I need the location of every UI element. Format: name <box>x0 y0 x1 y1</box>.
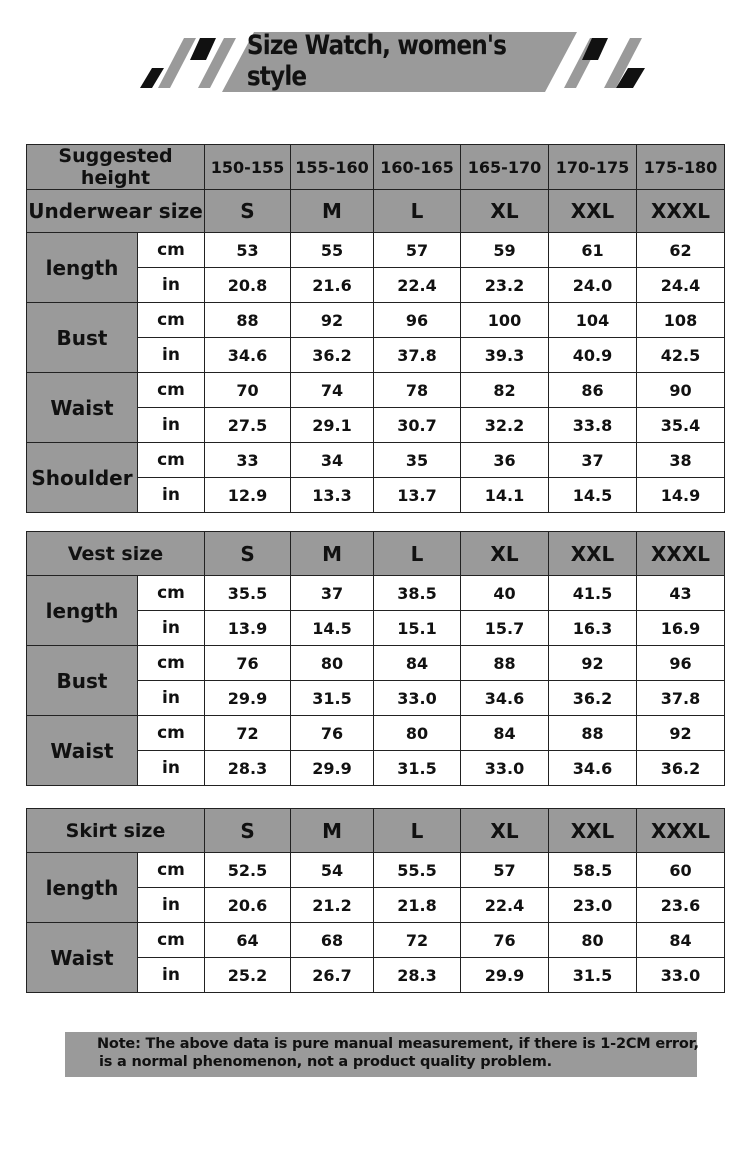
measure-label-bust: Bust <box>27 303 138 373</box>
value-cell: 104 <box>549 303 637 338</box>
size-cell: XXL <box>549 532 637 576</box>
measure-label-length: length <box>27 233 138 303</box>
value-cell: 29.9 <box>461 958 549 993</box>
vest-size-label: Vest size <box>27 532 205 576</box>
value-cell: 34.6 <box>205 338 291 373</box>
value-cell: 88 <box>549 716 637 751</box>
suggested-height-label: Suggested height <box>27 145 205 190</box>
size-cell: XL <box>461 532 549 576</box>
value-cell: 37.8 <box>637 681 725 716</box>
table-row <box>27 576 725 611</box>
table-row <box>27 373 725 408</box>
value-cell: 35.5 <box>205 576 291 611</box>
value-cell: 86 <box>549 373 637 408</box>
value-cell: 76 <box>461 923 549 958</box>
underwear-size-table <box>26 144 725 513</box>
value-cell: 23.6 <box>637 888 725 923</box>
vest-size-table <box>26 531 725 786</box>
value-cell: 41.5 <box>549 576 637 611</box>
size-cell: XL <box>461 809 549 853</box>
measure-label-bust: Bust <box>27 646 138 716</box>
measure-label-length: length <box>27 576 138 646</box>
height-cell: 155-160 <box>291 145 374 190</box>
value-cell: 26.7 <box>291 958 374 993</box>
value-cell: 55 <box>291 233 374 268</box>
unit-in: in <box>138 958 205 993</box>
size-cell: M <box>291 809 374 853</box>
unit-in: in <box>138 751 205 786</box>
value-cell: 31.5 <box>291 681 374 716</box>
value-cell: 36.2 <box>291 338 374 373</box>
size-cell: XXXL <box>637 809 725 853</box>
value-cell: 32.2 <box>461 408 549 443</box>
value-cell: 70 <box>205 373 291 408</box>
measure-label-waist: Waist <box>27 373 138 443</box>
value-cell: 62 <box>637 233 725 268</box>
size-row <box>27 190 725 233</box>
value-cell: 84 <box>637 923 725 958</box>
value-cell: 14.1 <box>461 478 549 513</box>
value-cell: 13.3 <box>291 478 374 513</box>
value-cell: 15.1 <box>374 611 461 646</box>
size-row <box>27 809 725 853</box>
value-cell: 35.4 <box>637 408 725 443</box>
value-cell: 33.0 <box>461 751 549 786</box>
table-row <box>27 716 725 751</box>
value-cell: 76 <box>291 716 374 751</box>
value-cell: 23.2 <box>461 268 549 303</box>
value-cell: 40 <box>461 576 549 611</box>
value-cell: 33.0 <box>637 958 725 993</box>
value-cell: 37.8 <box>374 338 461 373</box>
size-cell: S <box>205 190 291 233</box>
value-cell: 24.0 <box>549 268 637 303</box>
page-title: Size Watch, women's style <box>246 30 507 92</box>
value-cell: 13.7 <box>374 478 461 513</box>
value-cell: 80 <box>374 716 461 751</box>
unit-cm: cm <box>138 373 205 408</box>
unit-cm: cm <box>138 646 205 681</box>
size-cell: XL <box>461 190 549 233</box>
size-cell: S <box>205 809 291 853</box>
value-cell: 36 <box>461 443 549 478</box>
value-cell: 23.0 <box>549 888 637 923</box>
value-cell: 20.6 <box>205 888 291 923</box>
value-cell: 12.9 <box>205 478 291 513</box>
size-cell: XXXL <box>637 532 725 576</box>
underwear-size-label: Underwear size <box>27 190 205 233</box>
value-cell: 16.9 <box>637 611 725 646</box>
measure-label-waist: Waist <box>27 923 138 993</box>
value-cell: 52.5 <box>205 853 291 888</box>
value-cell: 82 <box>461 373 549 408</box>
value-cell: 96 <box>374 303 461 338</box>
size-cell: XXL <box>549 190 637 233</box>
value-cell: 42.5 <box>637 338 725 373</box>
value-cell: 31.5 <box>374 751 461 786</box>
value-cell: 68 <box>291 923 374 958</box>
height-cell: 150-155 <box>205 145 291 190</box>
value-cell: 25.2 <box>205 958 291 993</box>
value-cell: 38 <box>637 443 725 478</box>
value-cell: 78 <box>374 373 461 408</box>
unit-in: in <box>138 338 205 373</box>
skirt-size-table <box>26 808 725 993</box>
value-cell: 84 <box>461 716 549 751</box>
value-cell: 55.5 <box>374 853 461 888</box>
value-cell: 33 <box>205 443 291 478</box>
table-row <box>27 923 725 958</box>
unit-in: in <box>138 478 205 513</box>
value-cell: 27.5 <box>205 408 291 443</box>
value-cell: 38.5 <box>374 576 461 611</box>
value-cell: 28.3 <box>374 958 461 993</box>
value-cell: 21.2 <box>291 888 374 923</box>
value-cell: 22.4 <box>461 888 549 923</box>
value-cell: 43 <box>637 576 725 611</box>
value-cell: 21.8 <box>374 888 461 923</box>
size-cell: L <box>374 809 461 853</box>
value-cell: 14.9 <box>637 478 725 513</box>
value-cell: 59 <box>461 233 549 268</box>
unit-in: in <box>138 611 205 646</box>
size-cell: L <box>374 532 461 576</box>
value-cell: 34.6 <box>461 681 549 716</box>
unit-in: in <box>138 408 205 443</box>
value-cell: 34 <box>291 443 374 478</box>
value-cell: 84 <box>374 646 461 681</box>
measurement-note <box>65 1032 697 1077</box>
note-line-1: Note: The above data is pure manual measurement, if there is 1-2CM error, <box>97 1036 699 1052</box>
value-cell: 30.7 <box>374 408 461 443</box>
table-row <box>27 443 725 478</box>
value-cell: 92 <box>291 303 374 338</box>
unit-in: in <box>138 888 205 923</box>
size-row <box>27 532 725 576</box>
value-cell: 29.1 <box>291 408 374 443</box>
unit-cm: cm <box>138 303 205 338</box>
unit-cm: cm <box>138 576 205 611</box>
note-line-2: is a normal phenomenon, not a product quality problem. <box>99 1054 552 1070</box>
skirt-size-label: Skirt size <box>27 809 205 853</box>
value-cell: 31.5 <box>549 958 637 993</box>
value-cell: 37 <box>549 443 637 478</box>
size-cell: XXL <box>549 809 637 853</box>
value-cell: 72 <box>205 716 291 751</box>
unit-cm: cm <box>138 233 205 268</box>
value-cell: 57 <box>461 853 549 888</box>
measure-label-shoulder: Shoulder <box>27 443 138 513</box>
value-cell: 28.3 <box>205 751 291 786</box>
unit-in: in <box>138 268 205 303</box>
value-cell: 36.2 <box>637 751 725 786</box>
measure-label-waist: Waist <box>27 716 138 786</box>
size-cell: S <box>205 532 291 576</box>
value-cell: 39.3 <box>461 338 549 373</box>
value-cell: 72 <box>374 923 461 958</box>
value-cell: 80 <box>291 646 374 681</box>
value-cell: 29.9 <box>205 681 291 716</box>
value-cell: 34.6 <box>549 751 637 786</box>
value-cell: 92 <box>549 646 637 681</box>
value-cell: 24.4 <box>637 268 725 303</box>
value-cell: 33.0 <box>374 681 461 716</box>
value-cell: 96 <box>637 646 725 681</box>
table-row <box>27 646 725 681</box>
value-cell: 15.7 <box>461 611 549 646</box>
height-cell: 170-175 <box>549 145 637 190</box>
height-cell: 175-180 <box>637 145 725 190</box>
value-cell: 58.5 <box>549 853 637 888</box>
table-row <box>27 303 725 338</box>
unit-cm: cm <box>138 923 205 958</box>
value-cell: 21.6 <box>291 268 374 303</box>
value-cell: 61 <box>549 233 637 268</box>
size-cell: L <box>374 190 461 233</box>
size-cell: XXXL <box>637 190 725 233</box>
value-cell: 64 <box>205 923 291 958</box>
height-cell: 160-165 <box>374 145 461 190</box>
value-cell: 14.5 <box>549 478 637 513</box>
value-cell: 40.9 <box>549 338 637 373</box>
value-cell: 92 <box>637 716 725 751</box>
value-cell: 37 <box>291 576 374 611</box>
unit-cm: cm <box>138 853 205 888</box>
size-cell: M <box>291 190 374 233</box>
value-cell: 22.4 <box>374 268 461 303</box>
value-cell: 74 <box>291 373 374 408</box>
size-cell: M <box>291 532 374 576</box>
value-cell: 80 <box>549 923 637 958</box>
height-row <box>27 145 725 190</box>
value-cell: 88 <box>461 646 549 681</box>
value-cell: 16.3 <box>549 611 637 646</box>
value-cell: 20.8 <box>205 268 291 303</box>
value-cell: 53 <box>205 233 291 268</box>
value-cell: 14.5 <box>291 611 374 646</box>
value-cell: 33.8 <box>549 408 637 443</box>
value-cell: 90 <box>637 373 725 408</box>
unit-cm: cm <box>138 443 205 478</box>
value-cell: 108 <box>637 303 725 338</box>
value-cell: 29.9 <box>291 751 374 786</box>
value-cell: 76 <box>205 646 291 681</box>
value-cell: 13.9 <box>205 611 291 646</box>
value-cell: 36.2 <box>549 681 637 716</box>
value-cell: 35 <box>374 443 461 478</box>
value-cell: 60 <box>637 853 725 888</box>
value-cell: 100 <box>461 303 549 338</box>
table-row <box>27 853 725 888</box>
table-row <box>27 233 725 268</box>
unit-in: in <box>138 681 205 716</box>
measure-label-length: length <box>27 853 138 923</box>
value-cell: 54 <box>291 853 374 888</box>
value-cell: 57 <box>374 233 461 268</box>
unit-cm: cm <box>138 716 205 751</box>
value-cell: 88 <box>205 303 291 338</box>
height-cell: 165-170 <box>461 145 549 190</box>
